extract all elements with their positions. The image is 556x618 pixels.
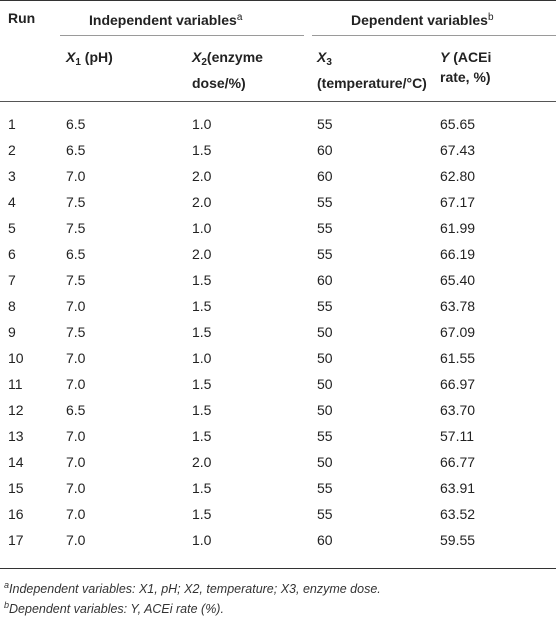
cell-x2-enzyme-dose: 1.0 [192,116,212,132]
table-row [0,215,556,241]
cell-x2-enzyme-dose: 1.5 [192,480,212,496]
cell-x3-temperature: 55 [317,428,333,444]
header-y-line2: rate, %) [440,69,491,85]
cell-x3-temperature: 55 [317,220,333,236]
group-independent-rule [60,35,304,36]
footnote-a-mark: a [4,580,10,590]
cell-y-acei-rate: 63.78 [440,298,476,314]
cell-x2-enzyme-dose: 1.5 [192,142,212,158]
cell-y-acei-rate: 67.43 [440,142,476,158]
cell-x3-temperature: 60 [317,532,333,548]
header-run-label: Run [8,10,36,26]
cell-x1-ph: 7.5 [66,272,86,288]
cell-run: 2 [8,142,16,158]
cell-x1-ph: 7.0 [66,428,86,444]
table-top-rule [0,0,556,1]
table-row [0,345,556,371]
cell-y-acei-rate: 63.52 [440,506,476,522]
cell-x1-ph: 7.0 [66,454,86,470]
group-dependent-label: Dependent variables [351,12,488,28]
table-row [0,371,556,397]
cell-x2-enzyme-dose: 1.5 [192,428,212,444]
cell-run: 9 [8,324,16,340]
cell-run: 12 [8,402,24,418]
cell-run: 7 [8,272,16,288]
group-header-dependent [351,8,494,30]
cell-x2-enzyme-dose: 1.0 [192,220,212,236]
cell-x3-temperature: 50 [317,324,333,340]
table-row [0,111,556,137]
cell-run: 5 [8,220,16,236]
cell-y-acei-rate: 65.40 [440,272,476,288]
cell-x1-ph: 6.5 [66,116,86,132]
cell-x3-temperature: 60 [317,142,333,158]
table-row [0,137,556,163]
table-row [0,423,556,449]
footnote-b [4,596,224,618]
cell-y-acei-rate: 66.19 [440,246,476,262]
cell-run: 16 [8,506,24,522]
group-independent-label: Independent variables [89,12,237,28]
footnote-a-text: Independent variables: X1, pH; X2, temperature; X3, enzyme dose. [9,582,381,596]
cell-x3-temperature: 55 [317,298,333,314]
cell-x2-enzyme-dose: 1.0 [192,350,212,366]
cell-y-acei-rate: 65.65 [440,116,476,132]
group-dependent-mark: b [487,12,494,23]
table-row [0,241,556,267]
group-independent-mark: a [236,12,243,23]
cell-x2-enzyme-dose: 1.5 [192,324,212,340]
cell-x3-temperature: 60 [317,168,333,184]
cell-y-acei-rate: 63.70 [440,402,476,418]
header-x1 [66,47,113,73]
cell-run: 11 [8,376,23,392]
cell-x3-temperature: 55 [317,480,333,496]
group-dependent-rule [312,35,556,36]
header-x2-line1: (enzyme [206,49,263,65]
cell-x3-temperature: 55 [317,246,333,262]
cell-x3-temperature: 50 [317,376,333,392]
table-bottom-rule [0,568,556,569]
header-x1-symbol: X [66,49,76,65]
header-x2-sub: 2 [201,57,207,68]
cell-y-acei-rate: 61.99 [440,220,476,236]
header-x2 [192,47,263,93]
cell-y-acei-rate: 61.55 [440,350,476,366]
header-x3-line2: (temperature/°C) [317,75,427,91]
cell-x2-enzyme-dose: 1.5 [192,298,212,314]
cell-x3-temperature: 50 [317,350,333,366]
cell-x3-temperature: 50 [317,454,333,470]
cell-x1-ph: 7.0 [66,350,86,366]
cell-x1-ph: 7.5 [66,324,86,340]
footnote-a [4,576,381,598]
cell-run: 13 [8,428,24,444]
cell-x2-enzyme-dose: 2.0 [192,194,212,210]
header-x2-symbol: X [192,49,202,65]
cell-y-acei-rate: 67.09 [440,324,476,340]
footnote-b-mark: b [4,600,10,610]
cell-y-acei-rate: 63.91 [440,480,476,496]
table-row [0,397,556,423]
cell-x2-enzyme-dose: 2.0 [192,246,212,262]
cell-x2-enzyme-dose: 2.0 [192,454,212,470]
cell-x1-ph: 6.5 [66,246,86,262]
header-x3 [317,47,427,93]
table-row [0,189,556,215]
header-x3-symbol: X [317,49,327,65]
cell-x1-ph: 7.0 [66,532,86,548]
cell-y-acei-rate: 66.77 [440,454,476,470]
cell-x1-ph: 7.5 [66,194,86,210]
cell-x2-enzyme-dose: 1.5 [192,402,212,418]
cell-y-acei-rate: 59.55 [440,532,476,548]
header-x1-sub: 1 [75,57,81,68]
footnote-b-text: Dependent variables: Y, ACEi rate (%). [9,602,224,616]
table-row [0,449,556,475]
cell-run: 14 [8,454,24,470]
cell-x1-ph: 7.0 [66,480,86,496]
cell-y-acei-rate: 66.97 [440,376,476,392]
header-run [8,8,35,28]
header-x2-line2: dose/%) [192,75,246,91]
cell-x3-temperature: 55 [317,116,333,132]
header-y-symbol: Y [440,49,450,65]
cell-x2-enzyme-dose: 1.5 [192,376,212,392]
table-row [0,319,556,345]
cell-x1-ph: 7.0 [66,506,86,522]
table-row [0,163,556,189]
cell-x1-ph: 7.5 [66,220,86,236]
cell-x1-ph: 7.0 [66,168,86,184]
cell-run: 4 [8,194,16,210]
table-row [0,267,556,293]
cell-x1-ph: 7.0 [66,376,86,392]
header-x3-sub: 3 [326,57,332,68]
cell-run: 15 [8,480,24,496]
cell-x1-ph: 6.5 [66,142,86,158]
cell-x3-temperature: 50 [317,402,333,418]
cell-y-acei-rate: 67.17 [440,194,476,210]
cell-x2-enzyme-dose: 2.0 [192,168,212,184]
header-y-line1: (ACEi [449,49,492,65]
cell-run: 6 [8,246,16,262]
cell-x2-enzyme-dose: 1.0 [192,532,212,548]
table-row [0,527,556,553]
cell-x2-enzyme-dose: 1.5 [192,506,212,522]
cell-x1-ph: 6.5 [66,402,86,418]
header-bottom-rule [0,101,556,102]
cell-run: 17 [8,532,24,548]
cell-y-acei-rate: 62.80 [440,168,476,184]
table-row [0,501,556,527]
cell-run: 10 [8,350,24,366]
header-x1-label: (pH) [80,49,113,65]
cell-x1-ph: 7.0 [66,298,86,314]
cell-x3-temperature: 60 [317,272,333,288]
cell-run: 1 [8,116,16,132]
cell-run: 8 [8,298,16,314]
table-row [0,475,556,501]
cell-x3-temperature: 55 [317,506,333,522]
cell-x2-enzyme-dose: 1.5 [192,272,212,288]
group-header-independent [89,8,242,30]
cell-y-acei-rate: 57.11 [440,428,474,444]
table-row [0,293,556,319]
cell-x3-temperature: 55 [317,194,333,210]
cell-run: 3 [8,168,16,184]
header-y [440,47,491,87]
